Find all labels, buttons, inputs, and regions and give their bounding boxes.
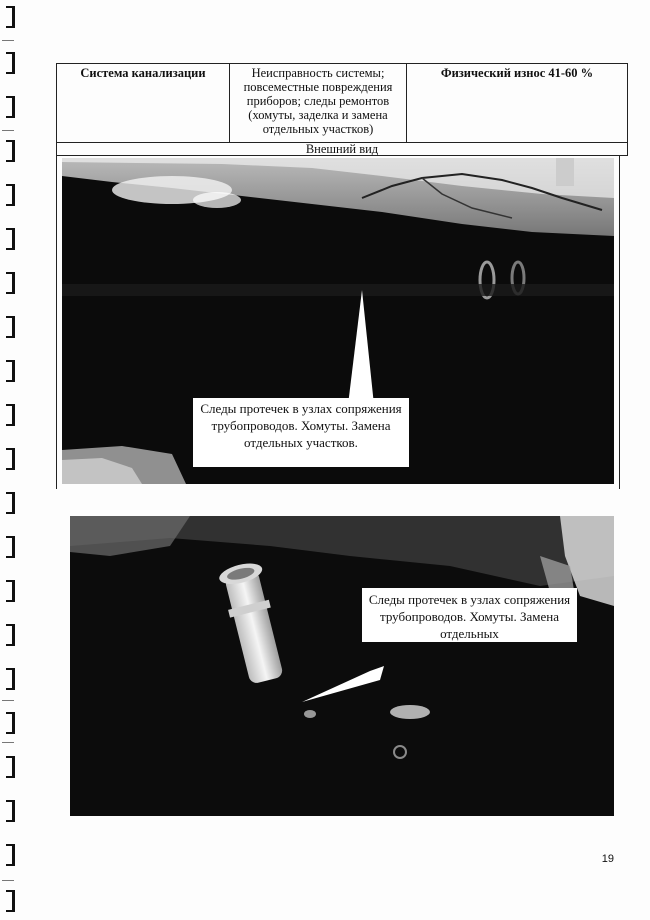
binder-mark	[6, 890, 15, 912]
binder-marks	[2, 0, 24, 920]
appearance-heading: Внешний вид	[57, 143, 628, 156]
binder-mark	[6, 712, 15, 734]
system-cell: Система канализации	[57, 64, 230, 143]
binder-mark	[6, 272, 15, 294]
binder-mark	[6, 6, 15, 28]
binder-mark	[6, 580, 15, 602]
callout-leak-traces-2: Следы протечек в узлах сопряжения трубопроводов. Хомуты. Замена отдельных	[362, 588, 577, 642]
binder-mark	[6, 140, 15, 162]
binder-mark	[6, 360, 15, 382]
binder-mark	[6, 536, 15, 558]
binder-dash	[2, 742, 14, 743]
binder-dash	[2, 40, 14, 41]
photo-sewer-pipes-1	[62, 158, 614, 484]
callout-leak-traces-1: Следы протечек в узлах сопряжения трубопроводов. Хомуты. Замена отдельных участков.	[193, 398, 409, 467]
table-row	[57, 143, 628, 156]
binder-mark	[6, 184, 15, 206]
binder-mark	[6, 492, 15, 514]
binder-dash	[2, 700, 14, 701]
binder-mark	[6, 228, 15, 250]
table-row	[57, 64, 628, 143]
binder-mark	[6, 448, 15, 470]
binder-dash	[2, 130, 14, 131]
binder-mark	[6, 404, 15, 426]
binder-mark	[6, 844, 15, 866]
binder-mark	[6, 624, 15, 646]
binder-mark	[6, 52, 15, 74]
condition-cell: Неисправность системы; повсеместные повреждения приборов; следы ремонтов (хомуты, заделка и замена отдельных участков)	[230, 64, 407, 143]
binder-mark	[6, 800, 15, 822]
frame-line-left	[56, 155, 57, 489]
frame-line-right	[619, 155, 620, 489]
photo-sewer-pipes-2	[70, 516, 614, 816]
binder-mark	[6, 316, 15, 338]
photo-2-image	[70, 516, 614, 816]
wear-cell: Физический износ 41-60 %	[407, 64, 628, 143]
binder-mark	[6, 756, 15, 778]
binder-mark	[6, 96, 15, 118]
binder-mark	[6, 668, 15, 690]
condition-table	[56, 63, 628, 156]
binder-dash	[2, 880, 14, 881]
page-number: 19	[601, 853, 614, 865]
